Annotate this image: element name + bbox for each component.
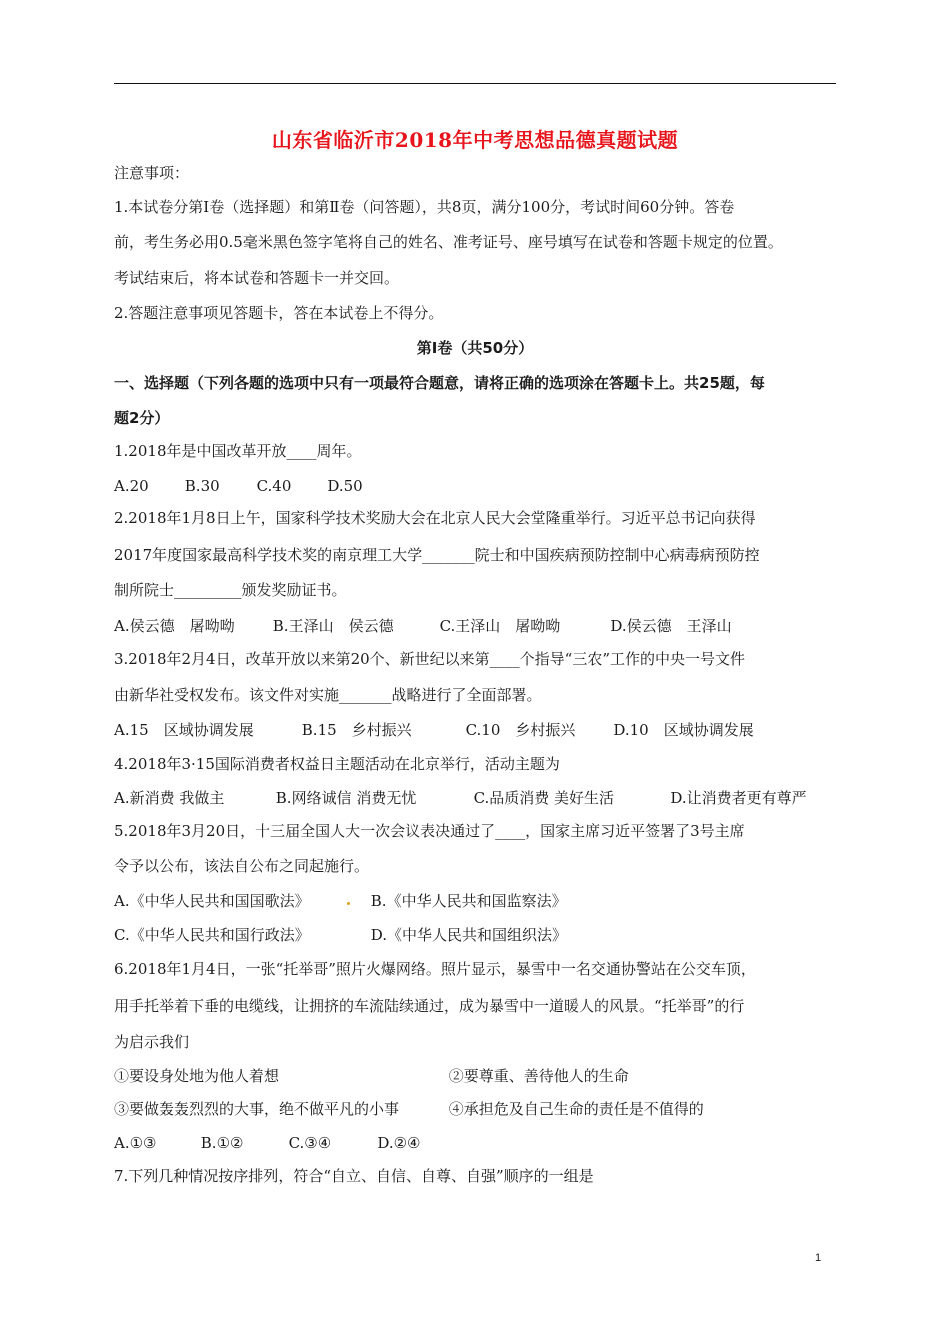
question-3-line-2: 由新华社受权发布。该文件对实施_______战略进行了全面部署。 (114, 686, 542, 704)
page-title: 山东省临沂市2018年中考思想品德真题试题 (271, 128, 679, 152)
notice-item-1-line-3: 考试结束后，将本试卷和答题卡一并交回。 (114, 269, 400, 287)
question-1: 1.2018年是中国改革开放____周年。 (114, 442, 362, 460)
question-5-options-row-2 (114, 925, 567, 945)
option-a: A.《中华人民共和国国歌法》 (114, 892, 310, 910)
option-d: D.50 (327, 477, 363, 495)
header-rule (114, 83, 836, 84)
option-c: C.王泽山 屠呦呦 (439, 617, 561, 635)
option-a: A.20 (114, 477, 149, 495)
question-3-line-1: 3.2018年2月4日，改革开放以来第20个、新世纪以来第____个指导“三农”工作的中央一号文件 (114, 650, 745, 668)
option-a: A.新消费 我做主 (114, 789, 225, 807)
option-c: C.品质消费 美好生活 (473, 789, 615, 807)
section-instructions-line-2: 题2分） (114, 409, 170, 427)
notice-heading: 注意事项： (114, 164, 190, 182)
question-2-line-2: 2017年度国家最高科学技术奖的南京理工大学_______院士和中国疾病预防控制中心病毒病预防控 (114, 546, 760, 564)
question-2-line-3: 制所院士_________颁发奖励证书。 (114, 581, 347, 599)
question-5-line-1: 5.2018年3月20日，十三届全国人大一次会议表决通过了____，国家主席习近平签署了3号主席 (114, 822, 745, 840)
option-b: B.网络诚信 消费无忧 (275, 789, 417, 807)
option-d: D.10 区域协调发展 (613, 721, 754, 739)
option-a: A.①③ (114, 1134, 157, 1152)
notice-item-1-line-2: 前，考生务必用0.5毫米黑色签字笔将自己的姓名、准考证号、座号填写在试卷和答题卡规定的位置。 (114, 233, 783, 251)
question-2-options (114, 616, 732, 636)
section-instructions-line-1: 一、选择题（下列各题的选项中只有一项最符合题意，请将正确的选项涂在答题卡上。共25题，每 (114, 374, 765, 392)
statement-4: ④承担危及自己生命的责任是不值得的 (448, 1100, 704, 1118)
question-3-options (114, 720, 754, 740)
option-b: B.《中华人民共和国监察法》 (370, 892, 567, 910)
question-4-options (114, 788, 807, 808)
option-c: C.《中华人民共和国行政法》 (114, 926, 310, 944)
question-6-line-3: 为启示我们 (114, 1033, 190, 1051)
question-6-line-1: 6.2018年1月4日，一张“托举哥”照片火爆网络。照片显示，暴雪中一名交通协警站在公交车顶， (114, 960, 756, 978)
section-heading: 第Ⅰ卷（共50分） (416, 339, 534, 357)
question-6-line-2: 用手托举着下垂的电缆线，让拥挤的车流陆续通过，成为暴雪中一道暖人的风景。“托举哥”的行 (114, 997, 745, 1015)
notice-item-1-line-1: 1.本试卷分第Ⅰ卷（选择题）和第Ⅱ卷（问答题），共8页，满分100分，考试时间60分钟。答卷 (114, 198, 735, 216)
question-4: 4.2018年3·15国际消费者权益日主题活动在北京举行，活动主题为 (114, 755, 560, 773)
question-7: 7.下列几种情况按序排列，符合“自立、自信、自尊、自强”顺序的一组是 (114, 1167, 594, 1185)
option-b: B.30 (184, 477, 220, 495)
question-6-statements-row-1 (114, 1066, 629, 1086)
option-c: C.10 乡村振兴 (465, 721, 576, 739)
statement-3: ③要做轰轰烈烈的大事，绝不做平凡的小事 (114, 1100, 400, 1118)
question-5-line-2: 令予以公布，该法自公布之同起施行。 (114, 857, 370, 875)
option-d: D.侯云德 王泽山 (610, 617, 732, 635)
question-2-line-1: 2.2018年1月8日上午，国家科学技术奖励大会在北京人民大会堂隆重举行。习近平总书记向获得 (114, 509, 756, 527)
question-6-options (114, 1133, 421, 1153)
notice-item-2: 2.答题注意事项见答题卡，答在本试卷上不得分。 (114, 304, 444, 322)
question-1-options (114, 476, 363, 496)
option-d: D.《中华人民共和国组织法》 (370, 926, 568, 944)
option-b: B.①② (200, 1134, 244, 1152)
statement-2: ②要尊重、善待他人的生命 (448, 1067, 629, 1085)
option-d: D.让消费者更有尊严 (670, 789, 807, 807)
statement-1: ①要设身处地为他人着想 (114, 1067, 280, 1085)
option-a: A.15 区域协调发展 (114, 721, 254, 739)
stray-mark (347, 902, 350, 905)
option-a: A.侯云德 屠呦呦 (114, 617, 235, 635)
option-b: B.15 乡村振兴 (301, 721, 412, 739)
question-6-statements-row-2 (114, 1099, 704, 1119)
question-5-options-row-1 (114, 891, 567, 911)
option-c: C.③④ (288, 1134, 332, 1152)
page-number: 1 (815, 1252, 822, 1264)
option-c: C.40 (256, 477, 292, 495)
option-b: B.王泽山 侯云德 (272, 617, 394, 635)
option-d: D.②④ (377, 1134, 421, 1152)
